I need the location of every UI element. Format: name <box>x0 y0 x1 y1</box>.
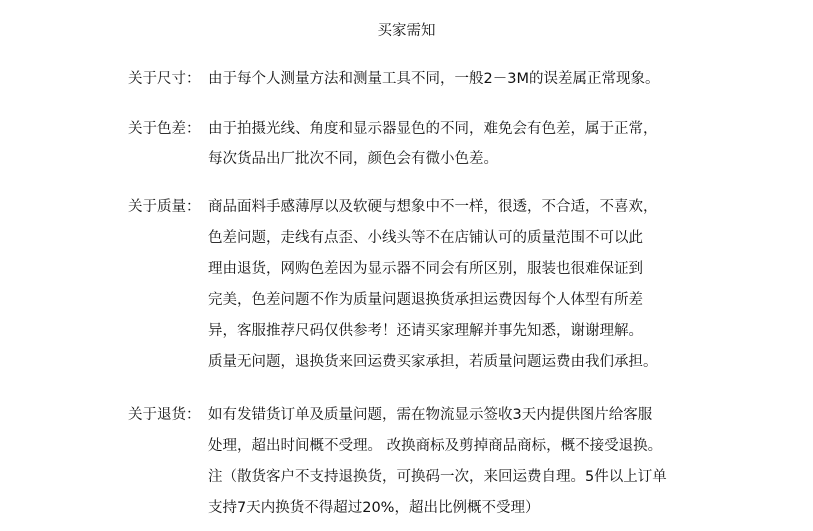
section-line: 异，客服推荐尺码仅供参考！还请买家理解并事先知悉，谢谢理解。 <box>208 323 643 339</box>
section-line: 完美，色差问题不作为质量问题退换货承担运费因每个人体型有所差 <box>208 292 643 308</box>
section-line: 如有发错货订单及质量问题，需在物流显示签收3天内提供图片给客服 <box>208 407 653 423</box>
section-line: 理由退货，网购色差因为显示器不同会有所区别，服装也很难保证到 <box>208 261 643 277</box>
section-line: 商品面料手感薄厚以及软硬与想象中不一样，很透，不合适，不喜欢， <box>208 199 658 215</box>
section-line: 注（散货客户不支持退换货，可换码一次，来回运费自理。5件以上订单 <box>208 469 667 485</box>
section-line: 色差问题，走线有点歪、小线头等不在店铺认可的质量范围不可以此 <box>208 230 643 246</box>
section-line: 质量无问题，退换货来回运费买家承担，若质量问题运费由我们承担。 <box>208 354 658 370</box>
section-line: 由于每个人测量方法和测量工具不同，一般2－3M的误差属正常现象。 <box>208 71 660 87</box>
section-label: 关于退货： <box>128 407 201 423</box>
section-line: 支持7天内换货不得超过20%，超出比例概不受理） <box>208 500 540 516</box>
section-line: 处理，超出时间概不受理。 改换商标及剪掉商品商标，概不接受退换。 <box>208 438 663 454</box>
section-line: 每次货品出厂批次不同，颜色会有微小色差。 <box>208 151 498 167</box>
section-label: 关于质量： <box>128 199 201 215</box>
section-label: 关于色差： <box>128 121 201 137</box>
page-title: 买家需知 <box>377 23 436 39</box>
section-line: 由于拍摄光线、角度和显示器显色的不同，难免会有色差，属于正常， <box>208 121 658 137</box>
section-label: 关于尺寸： <box>128 71 201 87</box>
